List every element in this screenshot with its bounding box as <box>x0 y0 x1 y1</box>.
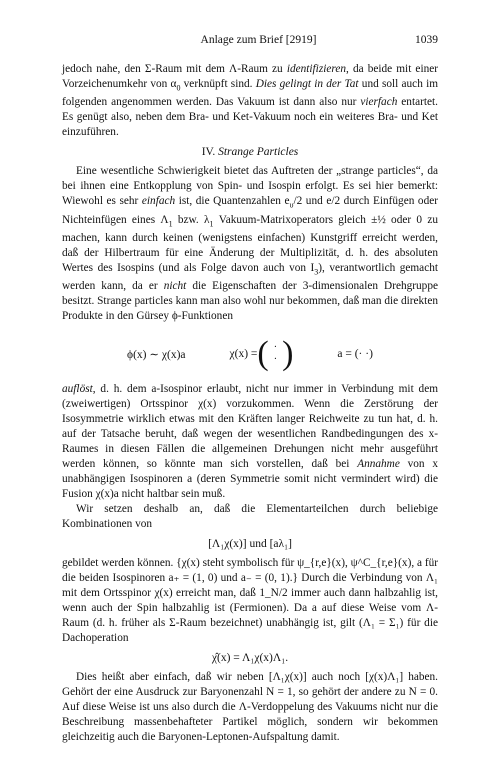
page-header <box>62 34 438 46</box>
running-title: Anlage zum Brief [2919] <box>200 34 317 46</box>
paragraph-5: gebildet werden können. {χ(x) steht symbolisch für ψ_{r,e}(x), ψ^C_{r,e}(x), a für die beiden Isospinoren a₊ = (1, 0) und a₋ = (0, 1).} Durch die Verbindung von Λ₁ mit dem Ortsspinor χ(x) erreicht man, daß 1_N/2 immer auch dann halbzahlig ist, wenn auch der Spin halbzahlig ist (Fermionen). Da a auf diese Weise vom Λ-Raum (d. h. früher als Σ-Raum bezeichnet) unabhängig ist, gilt (Λ₁ = Σ₁) für die Dachoperation <box>62 557 438 644</box>
left-paren: ( <box>257 335 269 372</box>
column-vector: · · <box>273 342 278 365</box>
document-page <box>62 34 438 745</box>
paragraph-3: auflöst, d. h. dem a-Isospinor erlaubt, nicht nur immer in Verbindung mit dem (zweiwertigen) Ortsspinor χ(x) vorzukommen. Wenn die Zerstörung der Isosymmetrie wirklich etwas mit den Kräften langer Reichweite zu tun hat, d. h. auf der Tatsache beruht, daß wegen der wesentlichen Randbedingungen des x-Raumes in diesen Fällen die allgemeinen Drehungen nicht mehr ausgeführt werden können, so könnte man sich vorstellen, daß bei Annahme von x unabhängigen Isospinoren a (deren Symmetrie somit nicht vermindert wird) die Fusion χ(x)a nicht haltbar sein muß. <box>62 383 438 500</box>
formula-gursey: ϕ(x) ∼ χ(x)a χ(x) = ( · · ) a = (· ·) <box>127 335 373 372</box>
formula-dach-operation: χ̂(x) = Λ₁χ(x)Λ₁. <box>211 652 289 664</box>
section-heading: IV. Strange Particles <box>201 146 299 159</box>
paragraph-2: Eine wesentliche Schwierigkeit bietet das Auftreten der „strange particles“, da bei ihnen eine Entkopplung von Spin- und Isospin erfolgt. Es sei hier bemerkt: Wiewohl es sehr einfach ist, die Quantenzahlen $e_\upsilon/2$ und e/2 durch Einfügen oder Nichteinfügen eines $\Lambda_1$ bzw. $\lambda_1$ Vakuum-Matrixoperators gleich ±½ oder 0 zu machen, kann durch keinen (wenigstens einfachen) Kunstgriff erreicht werden, daß der Hilbertraum für eine Änderung der Multiplizität, d. h. des absoluten Wertes des Isospins (und als Folge davon auch von $I_3$), verantwortlich gemacht werden kann, da er nicht die Eigenschaften der 3-dimensionalen Drehgruppe besitzt. Strange particles kann man also wohl nur bekommen, daß man die direkten Produkte in den Gürsey ϕ-Funktionen <box>62 165 439 322</box>
paragraph-6: Dies heißt aber einfach, daß wir neben [Λ₁χ(x)] auch noch [χ(x)Λ₁] haben. Gehört der eine Ausdruck zur Baryonenzahl N = 1, so gehört der andere zu N = 0. Auf diese Weise ist uns also durch die Λ-Verdoppelung des Vakuums nicht nur die Beschreibung massenbehafteter Partikel möglich, sondern wir bekommen gleichzeitig auch die Baryonen-Leptonen-Aufspaltung damit. <box>62 671 438 743</box>
page-number: 1039 <box>415 34 438 46</box>
paragraph-4: Wir setzen deshalb an, daß die Elementarteilchen durch beliebige Kombinationen von <box>62 503 438 530</box>
paragraph-1: jedoch nahe, den Σ-Raum mit dem Λ-Raum zu identifizieren, da beide mit einer Vorzeichenumkehr von $\alpha_0$ verknüpft sind. Dies gelingt in der Tat und soll auch im folgenden angenommen werden. Das Vakuum ist dann also nur vierfach entartet. Es genügt also, neben dem Bra- und Ket-Vakuum noch ein weiteres Bra- und Ket einzuführen. <box>62 63 439 139</box>
formula-combinations: [Λ₁χ(x)] und [aλ₁] <box>208 538 292 550</box>
right-paren: ) <box>282 335 294 372</box>
